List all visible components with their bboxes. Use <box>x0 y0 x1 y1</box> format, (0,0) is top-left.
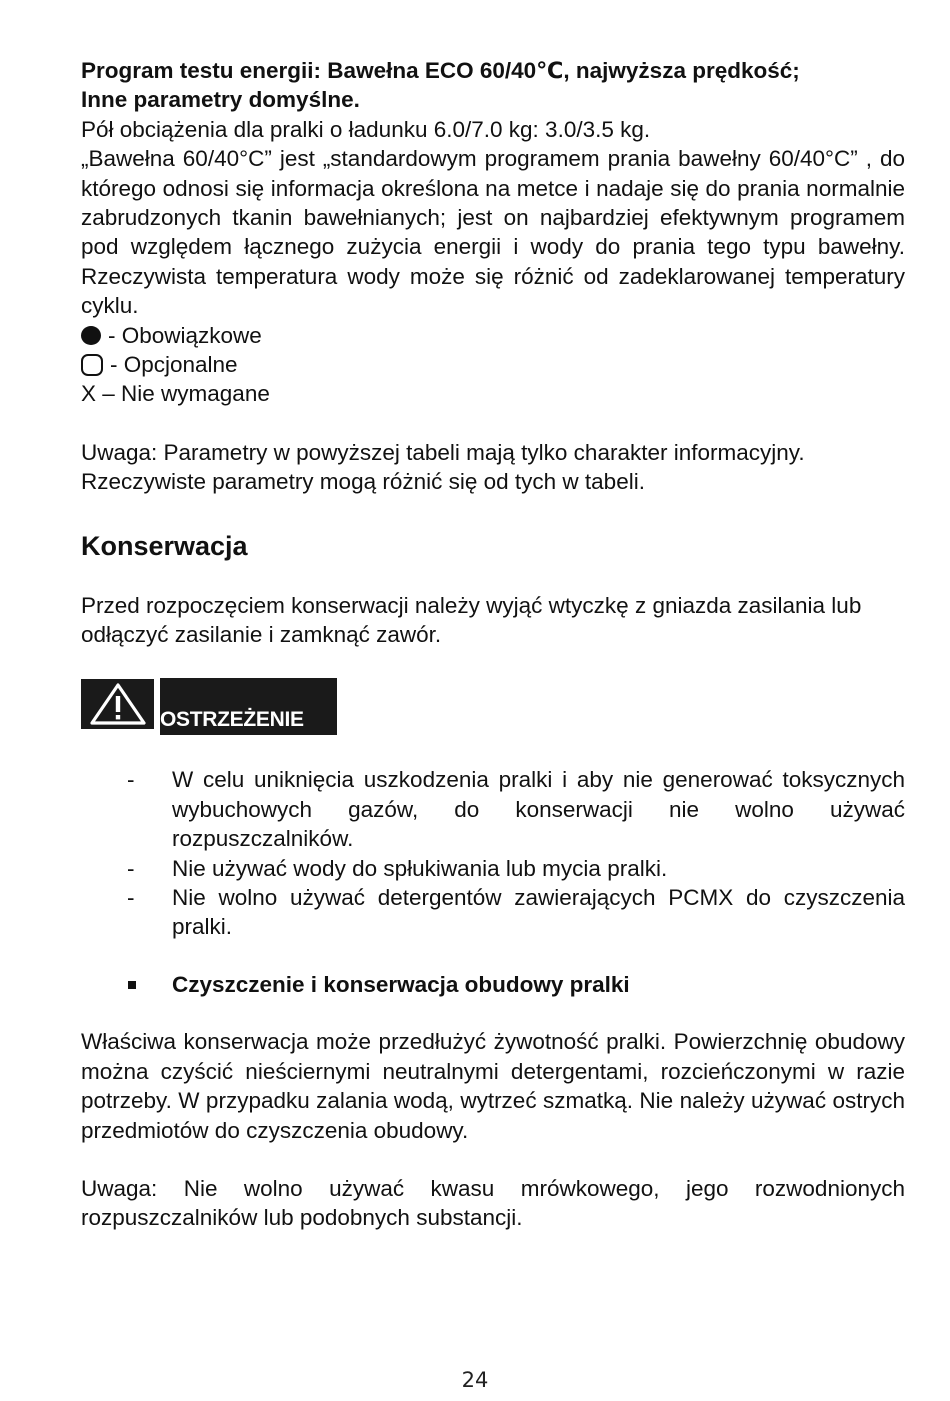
legend-optional <box>81 350 905 379</box>
warning-triangle-icon <box>81 679 154 729</box>
section-title: Konserwacja <box>81 530 248 561</box>
housing-cleaning-heading: Czyszczenie i konserwacja obudowy pralki <box>81 970 905 999</box>
legend-not-required-label: X – Nie wymagane <box>81 381 270 407</box>
list-item: - W celu uniknięcia uszkodzenia pralki i aby nie generować toksycznych wybuchowych gazów, do konserwacji nie wolno używać rozpuszczalników. <box>127 767 905 852</box>
list-item: - Nie wolno używać detergentów zawierających PCMX do czyszczenia pralki. <box>127 885 905 940</box>
energy-test-heading-line1: Program testu energii: Bawełna ECO 60/40℃, najwyższa prędkość; <box>81 58 800 83</box>
legend-optional-label: - Opcjonalne <box>110 352 238 378</box>
legend-not-required <box>81 379 905 408</box>
acid-warning-note: Uwaga: Nie wolno używać kwasu mrówkowego, jego rozwodnionych rozpuszczalników lub podobnych substancji. <box>81 1175 905 1231</box>
square-bullet-icon <box>128 981 136 989</box>
warning-banner <box>81 679 905 735</box>
cotton-program-description: „Bawełna 60/40°C” jest „standardowym programem prania bawełny 60/40°C” , do którego odnosi się informacja określona na metce i nadaje się do prania normalnie zabrudzonych tkanin bawełnianych; jest on najbardziej efektywnym programem pod względem łącznego zużycia energii i wody do prania tego typu bawełny. Rzeczywista temperatura wody może się różnić od zadeklarowanej temperatury cyklu. <box>81 146 905 319</box>
legend-mandatory-label: - Obowiązkowe <box>108 322 262 348</box>
page-number: 24 <box>461 1368 489 1392</box>
filled-circle-icon <box>81 326 101 345</box>
empty-circle-icon <box>81 354 103 376</box>
legend-mandatory <box>81 321 905 350</box>
table-note: Uwaga: Parametry w powyższej tabeli mają tylko charakter informacyjny. Rzeczywiste parametry mogą różnić się od tych w tabeli. <box>81 439 805 495</box>
list-item: - Nie używać wody do spłukiwania lub mycia pralki. <box>127 855 668 881</box>
energy-test-heading-line2: Inne parametry domyślne. <box>81 87 360 113</box>
maintenance-intro: Przed rozpoczęciem konserwacji należy wyjąć wtyczkę z gniazda zasilania lub odłączyć zasilanie i zamknąć zawór. <box>81 592 862 648</box>
half-load-text: Pół obciążenia dla pralki o ładunku 6.0/7.0 kg: 3.0/3.5 kg. <box>81 116 651 142</box>
warning-label: OSTRZEŻENIE <box>160 678 337 735</box>
document-page <box>81 56 905 1233</box>
warning-list <box>81 765 905 941</box>
housing-cleaning-body: Właściwa konserwacja może przedłużyć żywotność pralki. Powierzchnię obudowy można czyścić nieściernymi neutralnymi detergentami, rozcieńczonymi w razie potrzeby. W przypadku zalania wodą, wytrzeć szmatką. Nie należy używać ostrych przedmiotów do czyszczenia obudowy. <box>81 1029 905 1143</box>
